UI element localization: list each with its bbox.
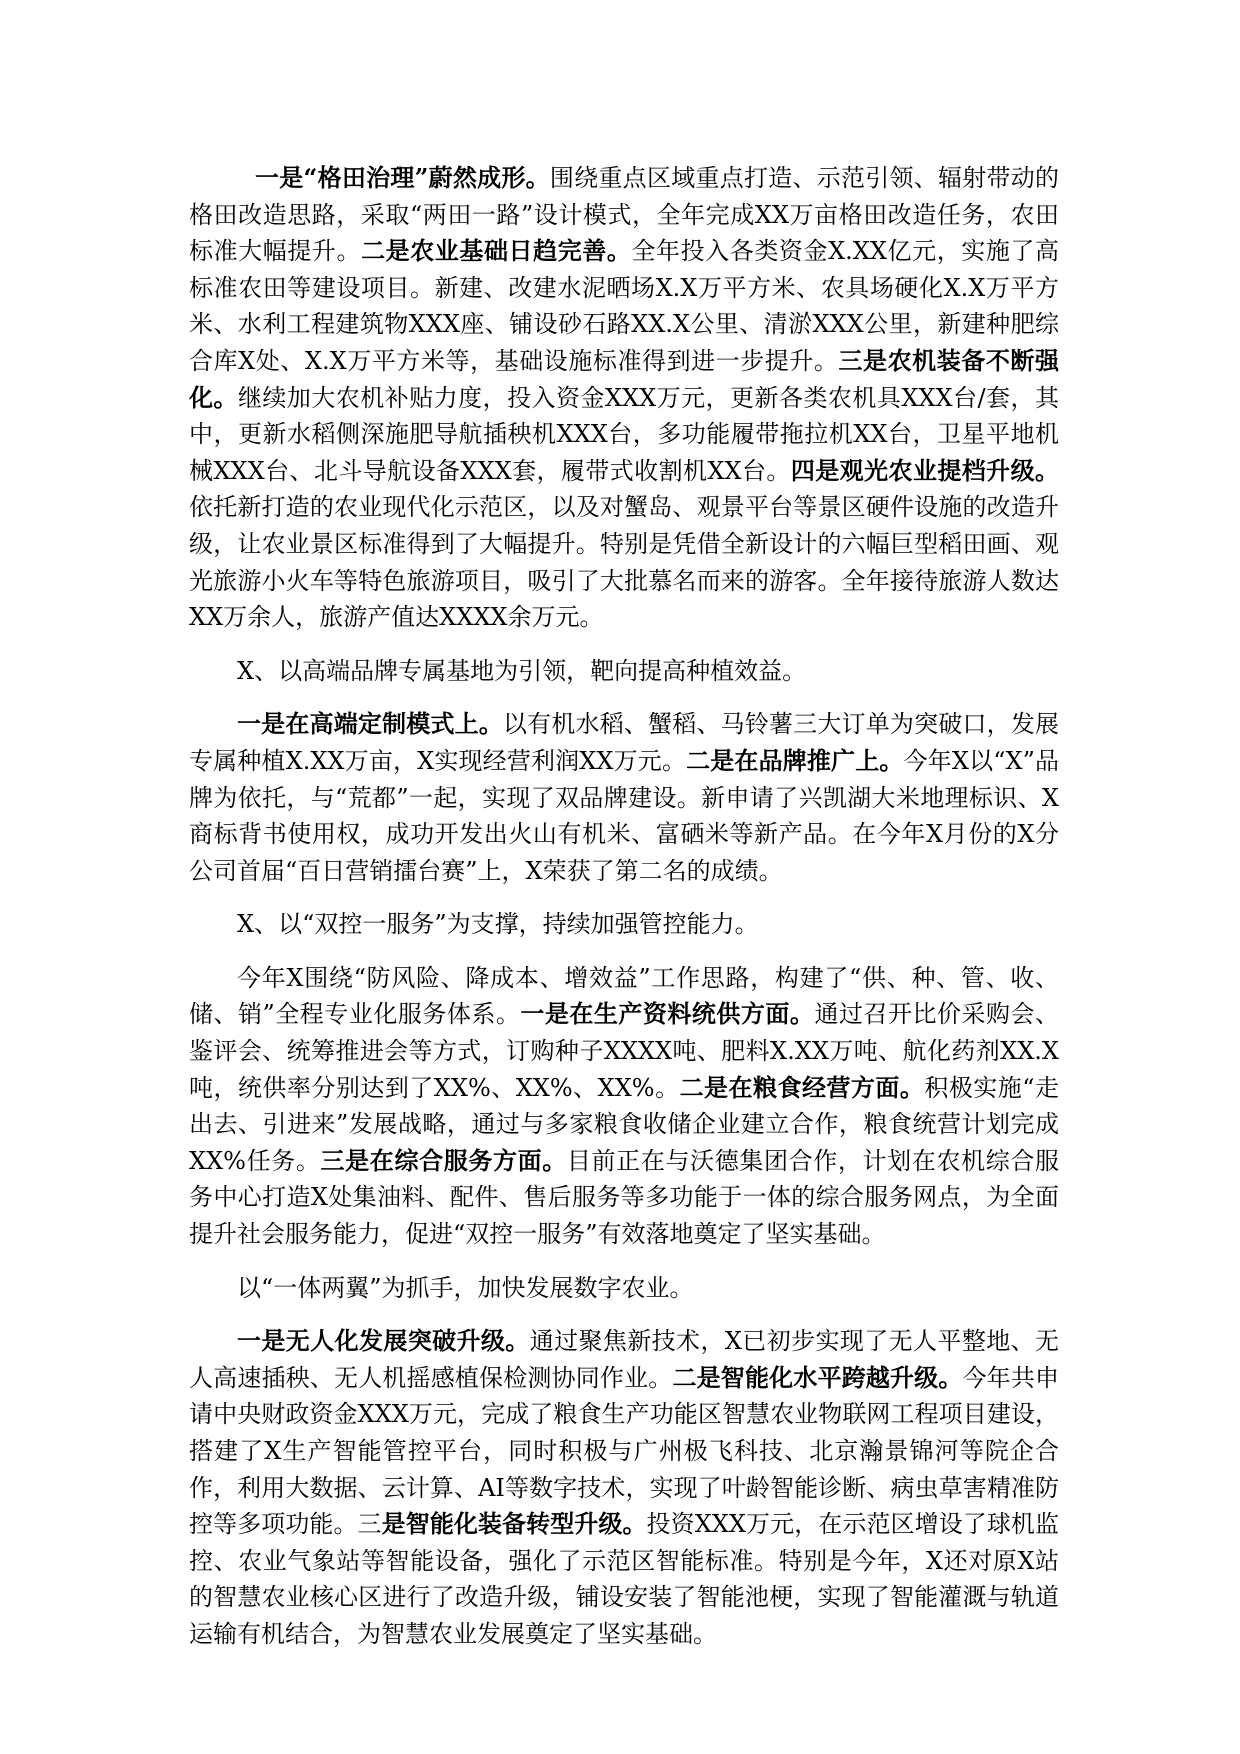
text-brand-promotion: 今年X以“X”品牌为依托，与“荒都”一起，实现了双品牌建设。新申请了兴凯湖大米地理标识、X商标背书使用权，成功开发出火山有机米、富硒米等新产品。在今年X月份的X分公司首届“百日营销擂台赛”上，X荣获了第二名的成绩。 (189, 746, 1060, 885)
heading-supplies: 一是在生产资料统供方面。 (520, 999, 815, 1029)
text-sightseeing-agri: 依托新打造的农业现代化示范区，以及对蟹岛、观景平台等景区硬件设施的改造升级，让农业景区标准得到了大幅提升。特别是凭借全新设计的六幅巨型稻田画、观光旅游小火车等特色旅游项目，吸引了大批慕名而来的游客。全年接待旅游人数达XX万余人，旅游产值达XXXX余万元。 (189, 493, 1059, 632)
text-agri-infrastructure: 全年投入各类资金X.XX亿元，实施了高标准农田等建设项目。新建、改建水泥晒场X.X万平方米、农具场硬化X.X万平方米、水利工程建筑物XXX座、铺设砂石路XX.X公里、清淤XXX公里，新建种肥综合库X处、X.X万平方米等，基础设施标准得到进一步提升。 (189, 237, 1060, 375)
heading-agri-infrastructure: 二是农业基础日趋完善。 (361, 236, 632, 266)
document-page (189, 160, 1059, 1653)
section-heading-dual-control (189, 906, 1059, 943)
text-integrated-service: 目前正在与沃德集团合作，计划在农机综合服务中心打造X处集油料、配件、售后服务等多功能于一体的综合服务网点，为全面提升社会服务能力，促进“双控一服务”有效落地奠定了坚实基础。 (189, 1146, 1060, 1249)
text-smart-equipment: 投资XXX万元，在示范区增设了球机监控、农业气象站等智能设备，强化了示范区智能标准。特别是今年，X还对原X站的智慧农业核心区进行了改造升级，铺设安装了智能池梗，实现了智能灌溉与轨道运输有机结合，为智慧农业发展奠定了坚实基础。 (189, 1510, 1060, 1648)
section-heading-brand-base (189, 653, 1059, 690)
text-intelligence: 今年共申请中央财政资金XXX万元，完成了粮食生产功能区智慧农业物联网工程项目建设，搭建了X生产智能管控平台，同时积极与广州极飞科技、北京瀚景锦河等院企合作，利用大数据、云计算、AI等数字技术，实现了叶龄智能诊断、病虫草害精准防控等多项功能。三 (189, 1363, 1060, 1539)
section-heading-digital-agri (189, 1270, 1059, 1307)
paragraph-services (189, 960, 1059, 1253)
text-custom-mode: 以有机水稻、蟹稻、马铃薯三大订单为突破口，发展专属种植X.XX万亩，X实现经营利润XX万元。 (189, 710, 1059, 775)
paragraph-farmland-achievements (189, 160, 1059, 636)
heading-unmanned: 一是无人化发展突破升级。 (237, 1326, 530, 1356)
paragraph-brand (189, 706, 1059, 889)
paragraph-digital (189, 1323, 1059, 1652)
section-heading-brand-base-text: X、以高端品牌专属基地为引领，靶向提高种植效益。 (237, 656, 807, 685)
heading-machinery: 三是农机装备不断强化。 (189, 345, 1059, 412)
heading-custom-mode: 一是在高端定制模式上。 (237, 709, 503, 739)
text-services-intro: 今年X围绕“防风险、降成本、增效益”工作思路，构建了“供、种、管、收、储、销”全程专业化服务体系。 (189, 963, 1059, 1029)
heading-grain-business: 二是在粮食经营方面。 (679, 1072, 925, 1102)
text-machinery: 继续加大农机补贴力度，投入资金XXX万元，更新各类农机具XXX台/套，其中，更新水稻侧深施肥导航插秧机XXX台，多功能履带拖拉机XX台，卫星平地机械XXX台、北斗导航设备XXX套，履带式收割机XX台。 (189, 383, 1059, 485)
heading-smart-equipment: 是智能化装备转型升级。 (381, 1509, 647, 1539)
text-grain-business: 积极实施“走出去、引进来”发展战略，通过与多家粮食收储企业建立合作，粮食统营计划完成XX%任务。 (189, 1073, 1059, 1175)
heading-brand-promotion: 二是在品牌推广上。 (686, 745, 904, 775)
text-unmanned: 通过聚焦新技术，X已初步实现了无人平整地、无人高速插秧、无人机摇感植保检测协同作业。 (189, 1327, 1060, 1392)
heading-intelligence: 二是智能化水平跨越升级。 (672, 1362, 963, 1392)
section-heading-dual-control-text: X、以“双控一服务”为支撑，持续加强管控能力。 (237, 910, 759, 939)
text-supplies: 通过召开比价采购会、鉴评会、统筹推进会等方式，订购种子XXXX吨、肥料X.XX万吨、航化药剂XX.X吨，统供率分别达到了XX%、XX%、XX%。 (189, 1000, 1059, 1102)
heading-sightseeing-agri: 四是观光农业提档升级。 (790, 455, 1060, 485)
text-grid-field: 围绕重点区域重点打造、示范引领、辐射带动的格田改造思路，采取“两田一路”设计模式，全年完成XX万亩格田改造任务，农田标准大幅提升。 (189, 164, 1060, 266)
section-heading-digital-agri-text: 以“一体两翼”为抓手，加快发展数字农业。 (237, 1273, 694, 1302)
heading-integrated-service: 三是在综合服务方面。 (320, 1145, 567, 1175)
heading-grid-field: 一是“格田治理”蔚然成形。 (255, 163, 550, 192)
